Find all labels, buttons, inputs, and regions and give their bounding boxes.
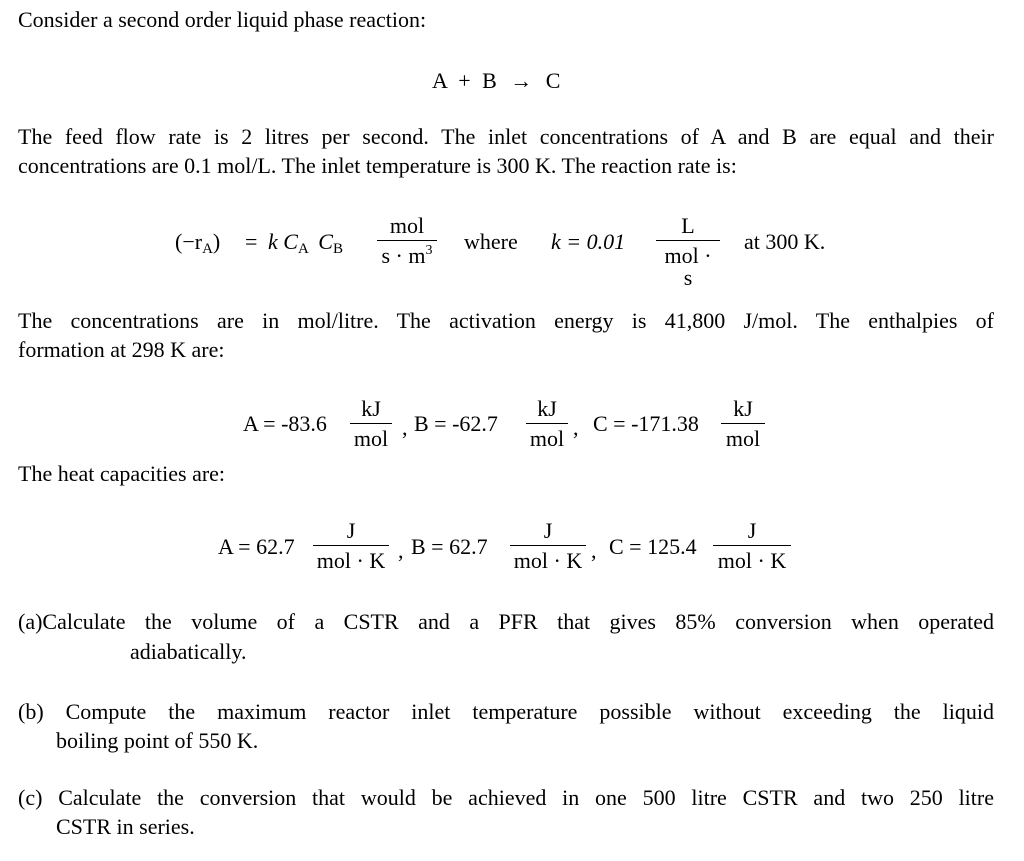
feed-paragraph-line1: The feed flow rate is 2 litres per second. The inlet concentrations of A and B are equal and their (18, 124, 994, 149)
heatcap-a-label: A = 62.7 (218, 534, 295, 559)
feed-paragraph-line2: concentrations are 0.1 mol/L. The inlet temperature is 300 K. The reaction rate is: (18, 153, 737, 178)
reaction-arrow: → (510, 68, 533, 93)
enthalpy-b-unit (526, 398, 568, 450)
enthalpy-c-bar (721, 423, 765, 424)
heatcap-c-den: mol · K (717, 548, 787, 573)
enthalpy-b-label: B = -62.7 (414, 411, 498, 436)
rate-k: k (268, 229, 278, 254)
enthalpy-c-label: C = -171.38 (593, 411, 699, 436)
heatcap-b-unit (510, 520, 586, 572)
reactant-b: B (482, 68, 497, 93)
heatcap-a-bar (313, 545, 389, 546)
enthalpy-c-unit (721, 398, 765, 450)
plus-sign: + (458, 68, 471, 93)
k-unit-bar (656, 240, 720, 241)
heatcap-c-num: J (747, 518, 757, 543)
rate-cb-sub: B (332, 241, 343, 257)
rate-lhs-close: ) (212, 229, 221, 254)
heatcap-b-label: B = 62.7 (411, 534, 488, 559)
product-c: C (545, 68, 561, 93)
heatcap-c-unit (713, 520, 791, 572)
rate-unit-num: mol (389, 213, 425, 238)
heatcap-a-unit (313, 520, 389, 572)
rate-rhs (268, 229, 343, 257)
rate-ca: C (283, 229, 298, 254)
rate-equals: = (245, 229, 258, 254)
heatcap-b-den: mol · K (513, 548, 583, 573)
heatcap-a-den: mol · K (316, 548, 386, 573)
enthalpy-a-label: A = -83.6 (243, 411, 327, 436)
heatcap-c-label: C = 125.4 (609, 534, 697, 559)
k-unit-den: mol · s (664, 243, 712, 290)
rate-lhs-sub: A (202, 241, 213, 257)
enthalpy-a-num: kJ (361, 396, 381, 421)
heatcap-b-num: J (543, 518, 553, 543)
enthalpy-b-num: kJ (537, 396, 557, 421)
conc-paragraph-line2: formation at 298 K are: (18, 337, 225, 362)
rate-k-value: k = 0.01 (551, 229, 626, 254)
rate-where: where (464, 229, 518, 254)
heatcap-a-num: J (346, 518, 356, 543)
enthalpy-a-bar (350, 423, 392, 424)
enthalpy-b-den: mol (529, 426, 565, 451)
heatcap-sep1: , (398, 538, 404, 563)
heatcap-sep2: , (591, 538, 597, 563)
enthalpy-b-bar (526, 423, 568, 424)
k-unit-fraction (656, 215, 720, 289)
enthalpy-sep1: , (402, 415, 408, 440)
heatcap-b-bar (510, 545, 586, 546)
reaction-equation (432, 70, 560, 92)
question-a-line1: (a)Calculate the volume of a CSTR and a PFR that gives 85% conversion when operated (18, 609, 994, 634)
question-b-line1: (b) Compute the maximum reactor inlet temperature possible without exceeding the liquid (18, 699, 994, 724)
rate-unit-fraction (377, 215, 437, 267)
rate-ca-sub: A (297, 241, 309, 257)
rate-lhs-open: (−r (175, 229, 203, 254)
enthalpy-a-den: mol (353, 426, 389, 451)
rate-temperature: at 300 K. (744, 229, 826, 254)
heat-capacity-intro: The heat capacities are: (18, 461, 226, 486)
k-unit-num: L (681, 213, 695, 238)
enthalpy-sep2: , (573, 415, 579, 440)
conc-paragraph-line1: The concentrations are in mol/litre. The activation energy is 41,800 J/mol. The enthalpies of (18, 308, 994, 333)
intro-text: Consider a second order liquid phase reaction: (18, 7, 427, 32)
heatcap-c-bar (713, 545, 791, 546)
rate-unit-den: $s \cdot m^3$ (381, 243, 433, 268)
enthalpy-c-num: kJ (733, 396, 753, 421)
question-c-line2: CSTR in series. (56, 814, 195, 839)
rate-unit-bar (377, 240, 437, 241)
question-a-line2: adiabatically. (130, 639, 247, 664)
enthalpy-a-unit (350, 398, 392, 450)
reactant-a: A (432, 68, 447, 93)
enthalpy-c-den: mol (725, 426, 761, 451)
question-b-line2: boiling point of 550 K. (56, 728, 259, 753)
rate-cb: C (318, 229, 333, 254)
question-c-line1: (c) Calculate the conversion that would be achieved in one 500 litre CSTR and two 250 litre (18, 785, 994, 810)
rate-lhs (175, 229, 221, 257)
